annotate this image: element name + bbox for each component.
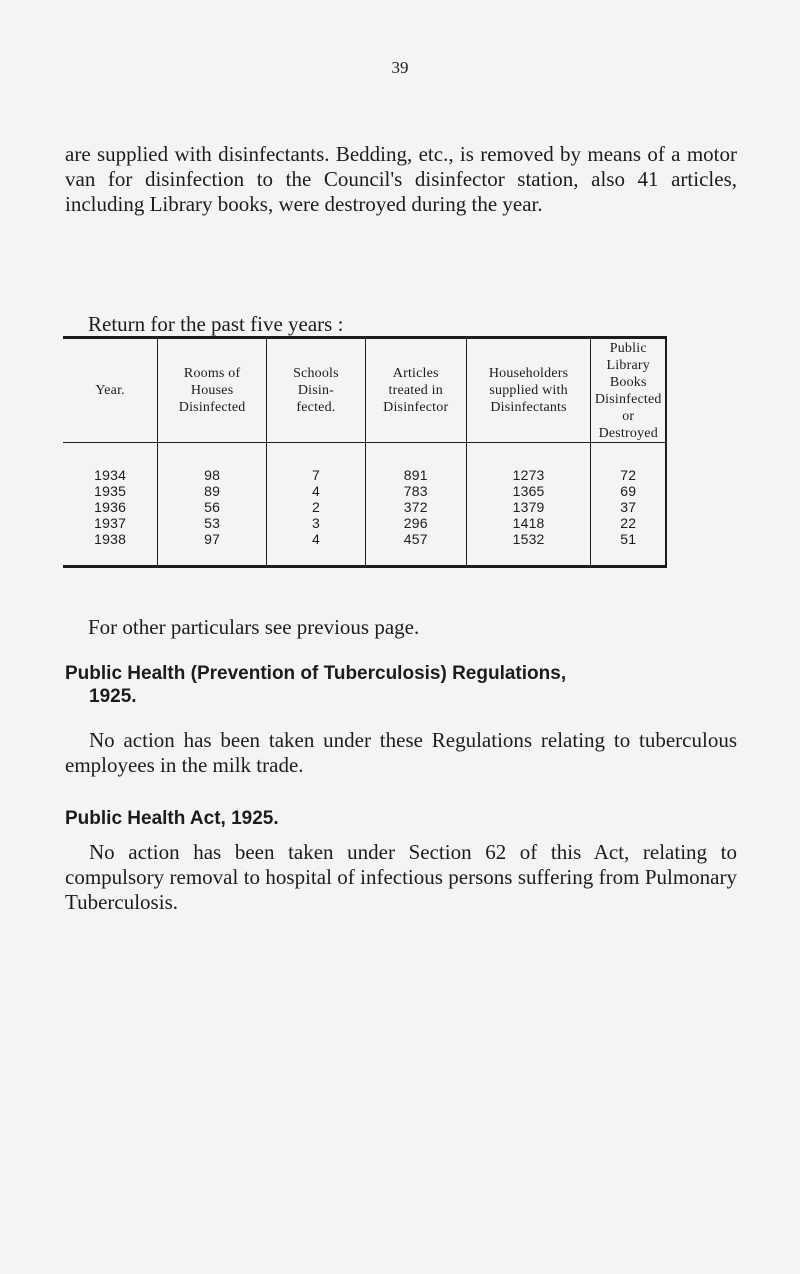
table-cell: 457 bbox=[365, 531, 466, 567]
return-table bbox=[63, 336, 667, 568]
column-header-line: Disinfected bbox=[178, 400, 246, 415]
table-cell: 53 bbox=[158, 515, 267, 531]
table-cell: 89 bbox=[158, 483, 267, 499]
column-header bbox=[63, 338, 158, 443]
other-particulars-note: For other particulars see previous page. bbox=[88, 615, 420, 639]
column-header bbox=[591, 338, 666, 443]
table-cell: 69 bbox=[591, 483, 666, 499]
table-cell: 3 bbox=[267, 515, 366, 531]
table-body bbox=[63, 443, 666, 567]
table-cell: 7 bbox=[267, 443, 366, 484]
table-cell: 98 bbox=[158, 443, 267, 484]
table-cell: 1938 bbox=[94, 531, 127, 547]
table-row bbox=[63, 531, 666, 567]
column-header-line: fected. bbox=[296, 400, 336, 415]
intro-paragraph: are supplied with disinfectants. Bedding, etc., is removed by means of a motor van for disinfection to the Council's disinfector station, also 41 articles, including Library books, were destroyed during the year. bbox=[65, 142, 737, 216]
column-header-line: Disinfector bbox=[383, 400, 449, 415]
table-cell: 1934 bbox=[94, 467, 127, 483]
table-cell: 296 bbox=[365, 515, 466, 531]
column-header-line: Books bbox=[609, 374, 647, 390]
column-header-line: Public bbox=[609, 340, 647, 356]
table-cell: 1365 bbox=[466, 483, 591, 499]
column-header bbox=[365, 338, 466, 443]
table-cell: 1532 bbox=[466, 531, 591, 567]
table-cell: 72 bbox=[591, 443, 666, 484]
return-heading: Return for the past five years : bbox=[88, 312, 344, 336]
column-header-line: treated in bbox=[388, 383, 443, 398]
heading-line-1: Public Health (Prevention of Tuberculosis) Regulations, bbox=[65, 663, 567, 684]
column-header-line: Library bbox=[606, 357, 650, 373]
table-cell: 4 bbox=[267, 531, 366, 567]
table-cell: 1379 bbox=[466, 499, 591, 515]
table-cell: 51 bbox=[591, 531, 666, 567]
heading-line-2: 1925. bbox=[89, 686, 137, 707]
table-cell: 4 bbox=[267, 483, 366, 499]
table-row bbox=[63, 483, 666, 499]
column-header-line: Articles bbox=[392, 366, 439, 381]
tuberculosis-regulations-paragraph: No action has been taken under these Regulations relating to tuberculous employees in the milk trade. bbox=[65, 728, 737, 777]
column-header-line: Rooms of bbox=[183, 366, 241, 381]
table-cell: 37 bbox=[591, 499, 666, 515]
column-header-line: Householders bbox=[488, 366, 569, 381]
column-header-line: Schools bbox=[293, 366, 339, 381]
table-cell: 1273 bbox=[466, 443, 591, 484]
table-cell: 1937 bbox=[94, 515, 127, 531]
column-header-line: Disinfectants bbox=[490, 400, 567, 415]
column-header-line: Disin- bbox=[297, 383, 335, 398]
column-header-line: Disinfected bbox=[594, 391, 662, 407]
table-row bbox=[63, 515, 666, 531]
table-cell: 1936 bbox=[94, 499, 127, 515]
table-cell: 891 bbox=[365, 443, 466, 484]
table-cell: 1935 bbox=[94, 483, 127, 499]
table-header-row bbox=[63, 338, 666, 443]
disinfection-return-table bbox=[63, 336, 667, 568]
column-header-line: Houses bbox=[190, 383, 234, 398]
column-header-line: supplied with bbox=[489, 383, 568, 398]
column-header bbox=[158, 338, 267, 443]
tuberculosis-regulations-heading bbox=[65, 662, 737, 708]
table-cell: 56 bbox=[158, 499, 267, 515]
table-cell: 22 bbox=[591, 515, 666, 531]
page-number: 39 bbox=[391, 58, 409, 77]
column-header bbox=[466, 338, 591, 443]
table-cell: 783 bbox=[365, 483, 466, 499]
table-row bbox=[63, 443, 666, 484]
table-cell: 372 bbox=[365, 499, 466, 515]
table-row bbox=[63, 499, 666, 515]
table-cell: 1418 bbox=[466, 515, 591, 531]
column-header-line: Year. bbox=[95, 383, 125, 398]
public-health-act-heading: Public Health Act, 1925. bbox=[65, 808, 279, 829]
table-cell: 2 bbox=[267, 499, 366, 515]
column-header bbox=[267, 338, 366, 443]
table-cell: 97 bbox=[158, 531, 267, 567]
column-header-line: or Destroyed bbox=[598, 408, 658, 441]
public-health-act-paragraph: No action has been taken under Section 62 of this Act, relating to compulsory removal to hospital of infectious persons suffering from Pulmonary Tuberculosis. bbox=[65, 840, 737, 914]
